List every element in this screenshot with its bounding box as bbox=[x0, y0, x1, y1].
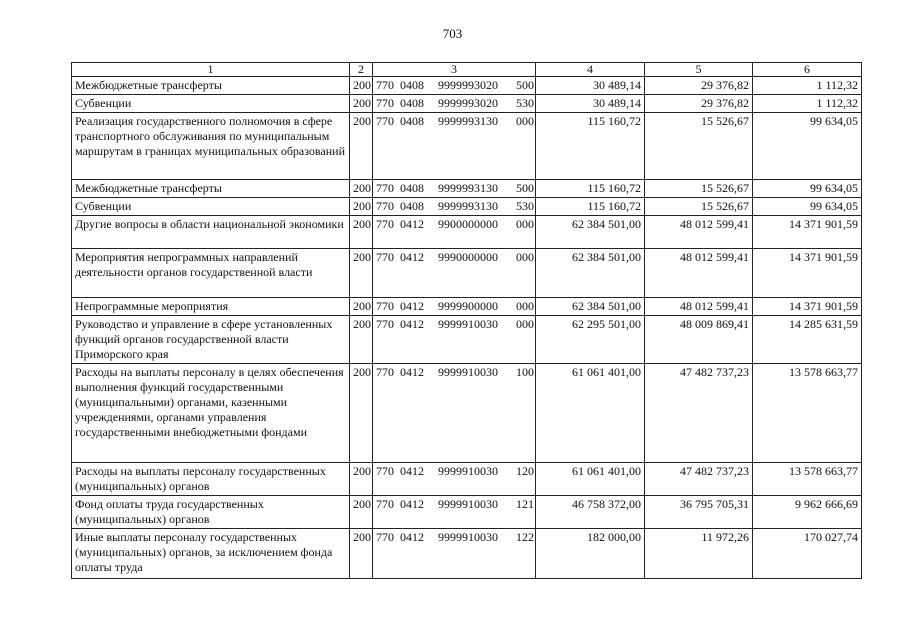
table-row bbox=[72, 77, 862, 95]
table-row bbox=[72, 463, 862, 496]
table-row bbox=[72, 216, 862, 249]
classification-code bbox=[373, 95, 536, 113]
org-code: 770 bbox=[376, 317, 394, 331]
section-code: 0408 bbox=[400, 96, 424, 110]
classification-code bbox=[373, 77, 536, 95]
amount-col-5: 11 972,26 bbox=[645, 529, 753, 579]
expense-type-code: 000 bbox=[516, 299, 534, 313]
column-header: 4 bbox=[536, 63, 645, 77]
expense-type-code: 100 bbox=[516, 365, 534, 379]
amount-col-4: 30 489,14 bbox=[536, 77, 645, 95]
table-row bbox=[72, 198, 862, 216]
classification-code bbox=[373, 463, 536, 496]
target-code: 9999993020 bbox=[438, 96, 498, 110]
amount-col-5: 29 376,82 bbox=[645, 95, 753, 113]
row-name: Реализация государственного полномочия в сфере транспортного обслуживания по муниципальным маршрутам в границах муниципальных образований bbox=[72, 113, 350, 180]
amount-col-4: 115 160,72 bbox=[536, 180, 645, 198]
section-code: 0408 bbox=[400, 181, 424, 195]
ppp-code: 200 bbox=[350, 298, 373, 316]
column-header: 1 bbox=[72, 63, 350, 77]
amount-col-5: 29 376,82 bbox=[645, 77, 753, 95]
classification-code bbox=[373, 364, 536, 463]
target-code: 9999993020 bbox=[438, 78, 498, 92]
amount-col-4: 62 384 501,00 bbox=[536, 216, 645, 249]
ppp-code: 200 bbox=[350, 95, 373, 113]
classification-code bbox=[373, 316, 536, 364]
classification-code bbox=[373, 113, 536, 180]
org-code: 770 bbox=[376, 114, 394, 128]
table-row bbox=[72, 496, 862, 529]
amount-col-6: 1 112,32 bbox=[753, 77, 862, 95]
ppp-code: 200 bbox=[350, 113, 373, 180]
expense-type-code: 500 bbox=[516, 181, 534, 195]
amount-col-6: 13 578 663,77 bbox=[753, 364, 862, 463]
amount-col-4: 30 489,14 bbox=[536, 95, 645, 113]
section-code: 0412 bbox=[400, 299, 424, 313]
ppp-code: 200 bbox=[350, 463, 373, 496]
expense-type-code: 122 bbox=[516, 530, 534, 544]
target-code: 9999910030 bbox=[438, 317, 498, 331]
row-name: Фонд оплаты труда государственных (муниципальных) органов bbox=[72, 496, 350, 529]
ppp-code: 200 bbox=[350, 216, 373, 249]
target-code: 9999993130 bbox=[438, 181, 498, 195]
amount-col-5: 47 482 737,23 bbox=[645, 364, 753, 463]
budget-table bbox=[71, 62, 862, 579]
amount-col-6: 170 027,74 bbox=[753, 529, 862, 579]
expense-type-code: 530 bbox=[516, 199, 534, 213]
column-header: 2 bbox=[350, 63, 373, 77]
section-code: 0408 bbox=[400, 78, 424, 92]
ppp-code: 200 bbox=[350, 249, 373, 298]
target-code: 9900000000 bbox=[438, 217, 498, 231]
ppp-code: 200 bbox=[350, 496, 373, 529]
table-row bbox=[72, 364, 862, 463]
row-name: Мероприятия непрограммных направлений деятельности органов государственной власти bbox=[72, 249, 350, 298]
amount-col-5: 48 009 869,41 bbox=[645, 316, 753, 364]
amount-col-4: 62 384 501,00 bbox=[536, 298, 645, 316]
target-code: 9999910030 bbox=[438, 530, 498, 544]
target-code: 9999910030 bbox=[438, 497, 498, 511]
classification-code bbox=[373, 249, 536, 298]
classification-code bbox=[373, 198, 536, 216]
org-code: 770 bbox=[376, 96, 394, 110]
amount-col-5: 15 526,67 bbox=[645, 198, 753, 216]
org-code: 770 bbox=[376, 217, 394, 231]
row-name: Непрограммные мероприятия bbox=[72, 298, 350, 316]
row-name: Субвенции bbox=[72, 198, 350, 216]
section-code: 0412 bbox=[400, 365, 424, 379]
section-code: 0412 bbox=[400, 497, 424, 511]
expense-type-code: 000 bbox=[516, 317, 534, 331]
ppp-code: 200 bbox=[350, 198, 373, 216]
section-code: 0408 bbox=[400, 199, 424, 213]
amount-col-6: 99 634,05 bbox=[753, 113, 862, 180]
target-code: 9999900000 bbox=[438, 299, 498, 313]
target-code: 9999910030 bbox=[438, 464, 498, 478]
section-code: 0412 bbox=[400, 530, 424, 544]
amount-col-4: 46 758 372,00 bbox=[536, 496, 645, 529]
table-row bbox=[72, 316, 862, 364]
target-code: 9999993130 bbox=[438, 114, 498, 128]
org-code: 770 bbox=[376, 181, 394, 195]
amount-col-4: 62 384 501,00 bbox=[536, 249, 645, 298]
column-header: 6 bbox=[753, 63, 862, 77]
amount-col-6: 14 371 901,59 bbox=[753, 216, 862, 249]
classification-code bbox=[373, 216, 536, 249]
amount-col-4: 61 061 401,00 bbox=[536, 364, 645, 463]
row-name: Расходы на выплаты персоналу в целях обеспечения выполнения функций государственными (муниципальными) органами, казенными учреждениями, органами управления государственными внебюджетными фондами bbox=[72, 364, 350, 463]
amount-col-6: 99 634,05 bbox=[753, 198, 862, 216]
amount-col-4: 115 160,72 bbox=[536, 198, 645, 216]
amount-col-4: 62 295 501,00 bbox=[536, 316, 645, 364]
ppp-code: 200 bbox=[350, 77, 373, 95]
table-row bbox=[72, 180, 862, 198]
classification-code bbox=[373, 496, 536, 529]
amount-col-5: 15 526,67 bbox=[645, 180, 753, 198]
expense-type-code: 000 bbox=[516, 114, 534, 128]
section-code: 0412 bbox=[400, 464, 424, 478]
section-code: 0412 bbox=[400, 317, 424, 331]
amount-col-6: 9 962 666,69 bbox=[753, 496, 862, 529]
amount-col-4: 182 000,00 bbox=[536, 529, 645, 579]
section-code: 0412 bbox=[400, 217, 424, 231]
org-code: 770 bbox=[376, 199, 394, 213]
row-name: Межбюджетные трансферты bbox=[72, 77, 350, 95]
org-code: 770 bbox=[376, 464, 394, 478]
amount-col-6: 99 634,05 bbox=[753, 180, 862, 198]
table-row bbox=[72, 113, 862, 180]
table-body bbox=[72, 77, 862, 579]
expense-type-code: 000 bbox=[516, 250, 534, 264]
amount-col-6: 14 371 901,59 bbox=[753, 249, 862, 298]
target-code: 9990000000 bbox=[438, 250, 498, 264]
amount-col-6: 14 285 631,59 bbox=[753, 316, 862, 364]
amount-col-4: 61 061 401,00 bbox=[536, 463, 645, 496]
amount-col-5: 47 482 737,23 bbox=[645, 463, 753, 496]
section-code: 0408 bbox=[400, 114, 424, 128]
target-code: 9999993130 bbox=[438, 199, 498, 213]
row-name: Межбюджетные трансферты bbox=[72, 180, 350, 198]
amount-col-5: 15 526,67 bbox=[645, 113, 753, 180]
org-code: 770 bbox=[376, 250, 394, 264]
org-code: 770 bbox=[376, 530, 394, 544]
classification-code bbox=[373, 298, 536, 316]
header-row bbox=[72, 63, 862, 77]
classification-code bbox=[373, 529, 536, 579]
amount-col-6: 14 371 901,59 bbox=[753, 298, 862, 316]
expense-type-code: 121 bbox=[516, 497, 534, 511]
column-header: 3 bbox=[373, 63, 536, 77]
ppp-code: 200 bbox=[350, 316, 373, 364]
table-row bbox=[72, 95, 862, 113]
org-code: 770 bbox=[376, 299, 394, 313]
target-code: 9999910030 bbox=[438, 365, 498, 379]
org-code: 770 bbox=[376, 365, 394, 379]
section-code: 0412 bbox=[400, 250, 424, 264]
amount-col-5: 48 012 599,41 bbox=[645, 298, 753, 316]
ppp-code: 200 bbox=[350, 529, 373, 579]
column-header: 5 bbox=[645, 63, 753, 77]
row-name: Расходы на выплаты персоналу государственных (муниципальных) органов bbox=[72, 463, 350, 496]
classification-code bbox=[373, 180, 536, 198]
amount-col-5: 36 795 705,31 bbox=[645, 496, 753, 529]
org-code: 770 bbox=[376, 497, 394, 511]
ppp-code: 200 bbox=[350, 364, 373, 463]
amount-col-6: 13 578 663,77 bbox=[753, 463, 862, 496]
expense-type-code: 500 bbox=[516, 78, 534, 92]
table-row bbox=[72, 529, 862, 579]
amount-col-5: 48 012 599,41 bbox=[645, 216, 753, 249]
row-name: Другие вопросы в области национальной экономики bbox=[72, 216, 350, 249]
page-number: 703 bbox=[442, 26, 463, 41]
row-name: Иные выплаты персоналу государственных (муниципальных) органов, за исключением фонда оплаты труда bbox=[72, 529, 350, 579]
row-name: Субвенции bbox=[72, 95, 350, 113]
table-row bbox=[72, 249, 862, 298]
amount-col-6: 1 112,32 bbox=[753, 95, 862, 113]
ppp-code: 200 bbox=[350, 180, 373, 198]
org-code: 770 bbox=[376, 78, 394, 92]
table-row bbox=[72, 298, 862, 316]
expense-type-code: 000 bbox=[516, 217, 534, 231]
expense-type-code: 530 bbox=[516, 96, 534, 110]
expense-type-code: 120 bbox=[516, 464, 534, 478]
row-name: Руководство и управление в сфере установленных функций органов государственной власти Приморского края bbox=[72, 316, 350, 364]
amount-col-4: 115 160,72 bbox=[536, 113, 645, 180]
amount-col-5: 48 012 599,41 bbox=[645, 249, 753, 298]
